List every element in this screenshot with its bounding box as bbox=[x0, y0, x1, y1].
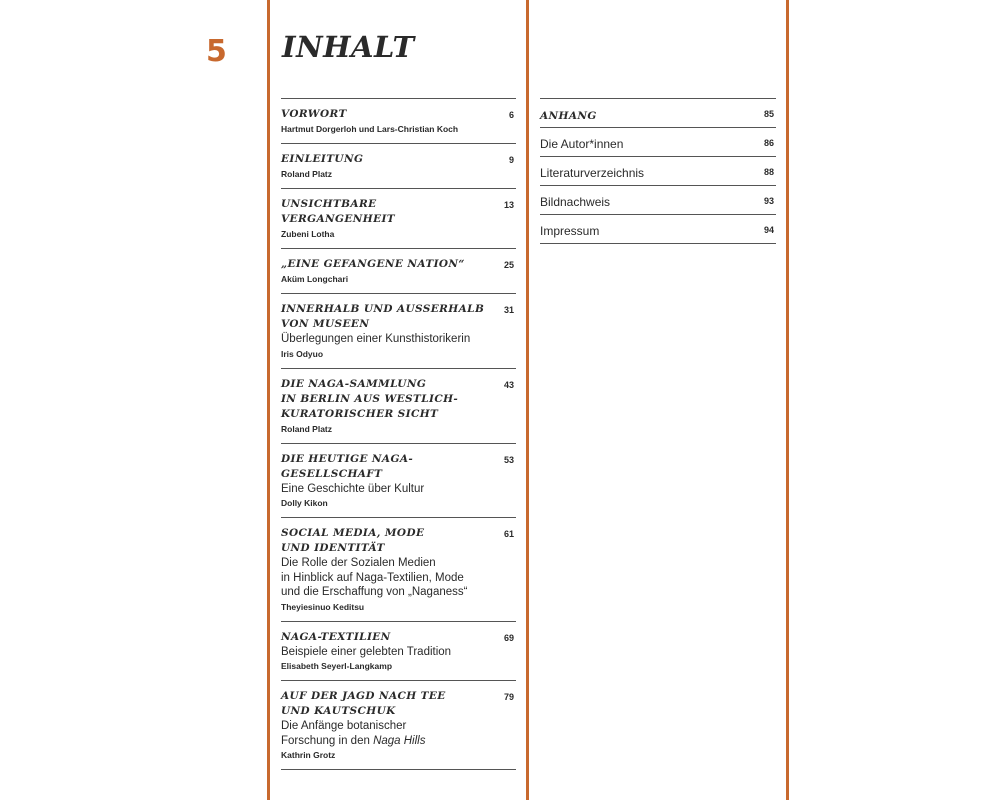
toc-entry-author: Aküm Longchari bbox=[281, 274, 349, 284]
page-number: 5 bbox=[206, 34, 227, 69]
toc-entry-title: DIE NAGA-SAMMLUNG IN BERLIN AUS WESTLICH- KURATORISCHER SICHT bbox=[281, 377, 459, 420]
toc-entry[interactable] bbox=[281, 248, 516, 293]
toc-entry-author: Elisabeth Seyerl-Langkamp bbox=[281, 661, 393, 671]
toc-entry-subtitle bbox=[281, 719, 488, 748]
right-margin-rule bbox=[786, 0, 789, 800]
toc-entry[interactable] bbox=[281, 443, 516, 518]
toc-entry-title: AUF DER JAGD NACH TEE UND KAUTSCHUK bbox=[281, 690, 446, 717]
toc-entry-page: 31 bbox=[503, 305, 514, 315]
toc-entry-page: 25 bbox=[503, 260, 514, 270]
toc-entry-title: UNSICHTBARE VERGANGENHEIT bbox=[281, 198, 396, 225]
toc-entry-page: 6 bbox=[508, 110, 514, 120]
center-margin-rule bbox=[526, 0, 529, 800]
appendix-heading[interactable] bbox=[540, 98, 776, 127]
toc-entry-subtitle-text: Die Anfänge botanischer Forschung in den bbox=[281, 720, 407, 747]
page-title: INHALT bbox=[282, 30, 415, 64]
toc-entry-page: 79 bbox=[503, 692, 514, 702]
toc-entry[interactable] bbox=[281, 143, 516, 188]
appendix-entry-label: Bildnachweis bbox=[540, 195, 611, 209]
toc-entry-page: 53 bbox=[503, 454, 514, 465]
toc-entry-page: 69 bbox=[503, 632, 514, 643]
toc-main-column bbox=[281, 98, 516, 770]
left-margin-rule bbox=[267, 0, 270, 800]
toc-entry-title: DIE HEUTIGE NAGA- GESELLSCHAFT bbox=[281, 452, 414, 480]
toc-entry-subtitle: Überlegungen einer Kunsthistorikerin bbox=[281, 333, 471, 345]
appendix-page: 85 bbox=[763, 109, 774, 119]
toc-entry-author: Kathrin Grotz bbox=[281, 750, 336, 760]
toc-entry-author: Zubeni Lotha bbox=[281, 229, 335, 239]
toc-entry[interactable] bbox=[281, 621, 516, 681]
toc-entry-title: VORWORT bbox=[281, 108, 347, 120]
toc-entry-page: 9 bbox=[508, 155, 514, 165]
toc-entry-author: Theyiesinuo Keditsu bbox=[281, 601, 365, 612]
toc-entry-page: 43 bbox=[503, 379, 514, 390]
appendix-entry-label: Die Autor*innen bbox=[540, 137, 624, 151]
toc-entry-subtitle-emphasis: Naga Hills bbox=[373, 734, 426, 747]
toc-entry[interactable] bbox=[281, 368, 516, 443]
appendix-entry[interactable] bbox=[540, 127, 776, 156]
appendix-page: 88 bbox=[763, 167, 774, 177]
toc-entry[interactable] bbox=[281, 680, 516, 770]
appendix-entry[interactable] bbox=[540, 214, 776, 244]
toc-entry-subtitle: Die Rolle der Sozialen Medien in Hinblick auf Naga-Textilien, Mode und die Erschaffung von „Naganess“ bbox=[281, 557, 468, 598]
toc-entry-author: Dolly Kikon bbox=[281, 498, 328, 508]
toc-entry-author: Hartmut Dorgerloh und Lars-Christian Koch bbox=[281, 124, 459, 134]
toc-entry[interactable] bbox=[281, 517, 516, 621]
toc-entry-title: „EINE GEFANGENE NATION“ bbox=[281, 258, 465, 270]
toc-entry-subtitle: Beispiele einer gelebten Tradition bbox=[281, 645, 452, 658]
appendix-entry-label: Literaturverzeichnis bbox=[540, 166, 645, 180]
appendix-page: 94 bbox=[763, 225, 774, 235]
toc-entry-title: INNERHALB UND AUSSERHALB VON MUSEEN bbox=[281, 303, 485, 330]
toc-entry-author: Roland Platz bbox=[281, 169, 333, 179]
appendix-entry-label: Impressum bbox=[540, 224, 600, 238]
toc-entry-title: NAGA-TEXTILIEN bbox=[281, 630, 391, 643]
appendix-page: 93 bbox=[763, 196, 774, 206]
appendix-page: 86 bbox=[763, 138, 774, 148]
toc-entry[interactable] bbox=[281, 188, 516, 248]
toc-entry[interactable] bbox=[281, 98, 516, 143]
toc-entry-subtitle: Eine Geschichte über Kultur bbox=[281, 482, 425, 495]
toc-entry-title: EINLEITUNG bbox=[281, 153, 364, 165]
toc-entry-author: Roland Platz bbox=[281, 423, 333, 434]
toc-entry-page: 13 bbox=[503, 200, 514, 210]
toc-entry-author: Iris Odyuo bbox=[281, 348, 324, 359]
appendix-entry[interactable] bbox=[540, 156, 776, 185]
toc-entry[interactable] bbox=[281, 293, 516, 368]
toc-entry-page: 61 bbox=[503, 529, 514, 539]
appendix-heading-label: ANHANG bbox=[540, 110, 597, 122]
toc-appendix-column bbox=[540, 98, 776, 244]
toc-entry-title: SOCIAL MEDIA, MODE UND IDENTITÄT bbox=[281, 527, 425, 554]
appendix-entry[interactable] bbox=[540, 185, 776, 214]
